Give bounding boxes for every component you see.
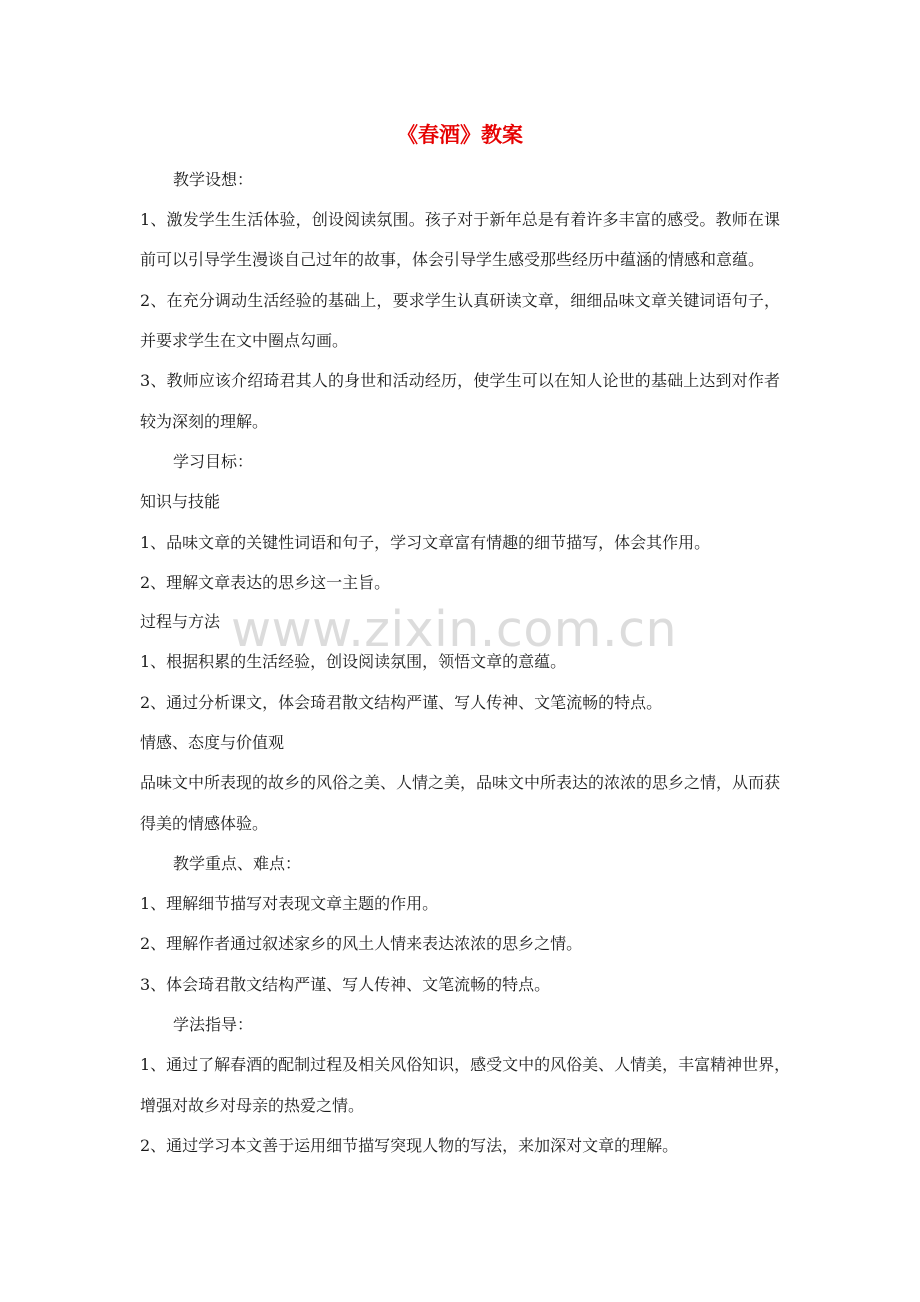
paragraph-line: 3、体会琦君散文结构严谨、写人传神、文笔流畅的特点。 [140, 975, 551, 994]
section-heading-design: 教学设想： [173, 170, 254, 189]
paragraph-line: 1、品味文章的关键性词语和句子，学习文章富有情趣的细节描写，体会其作用。 [140, 533, 711, 552]
section-heading-key-points: 教学重点、难点： [173, 854, 302, 873]
subheading-process: 过程与方法 [140, 612, 221, 631]
paragraph-line: 2、在充分调动生活经验的基础上，要求学生认真研读文章，细细品味文章关键词语句子， [140, 291, 780, 310]
section-heading-method: 学法指导： [173, 1015, 254, 1034]
document-title: 《春酒》教案 [397, 122, 523, 147]
paragraph-line: 2、理解作者通过叙述家乡的风土人情来表达浓浓的思乡之情。 [140, 934, 583, 953]
paragraph-line: 品味文中所表现的故乡的风俗之美、人情之美，品味文中所表达的浓浓的思乡之情，从而获 [140, 773, 781, 792]
paragraph-line: 增强对故乡对母亲的热爱之情。 [140, 1096, 365, 1115]
paragraph-line: 2、通过分析课文，体会琦君散文结构严谨、写人传神、文笔流畅的特点。 [140, 693, 663, 712]
paragraph-line: 3、教师应该介绍琦君其人的身世和活动经历，使学生可以在知人论世的基础上达到对作者 [140, 371, 780, 390]
paragraph-line: 得美的情感体验。 [140, 814, 269, 833]
subheading-emotion: 情感、态度与价值观 [140, 733, 285, 752]
watermark-text: www.zixin.com.cn [231, 601, 678, 658]
paragraph-line: 1、通过了解春酒的配制过程及相关风俗知识，感受文中的风俗美、人情美，丰富精神世界， [140, 1055, 791, 1074]
paragraph-line: 前可以引导学生漫谈自己过年的故事，体会引导学生感受那些经历中蕴涵的情感和意蕴。 [140, 250, 765, 269]
subheading-knowledge: 知识与技能 [140, 492, 221, 511]
paragraph-line: 1、理解细节描写对表现文章主题的作用。 [140, 894, 439, 913]
paragraph-line: 并要求学生在文中圈点勾画。 [140, 331, 349, 350]
paragraph-line: 2、理解文章表达的思乡这一主旨。 [140, 573, 391, 592]
section-heading-goals: 学习目标： [173, 452, 254, 471]
paragraph-line: 1、根据积累的生活经验，创设阅读氛围，领悟文章的意蕴。 [140, 652, 567, 671]
paragraph-line: 较为深刻的理解。 [140, 412, 269, 431]
paragraph-line: 2、通过学习本文善于运用细节描写突现人物的写法，来加深对文章的理解。 [140, 1136, 679, 1155]
paragraph-line: 1、激发学生生活体验，创设阅读氛围。孩子对于新年总是有着许多丰富的感受。教师在课 [140, 210, 780, 229]
